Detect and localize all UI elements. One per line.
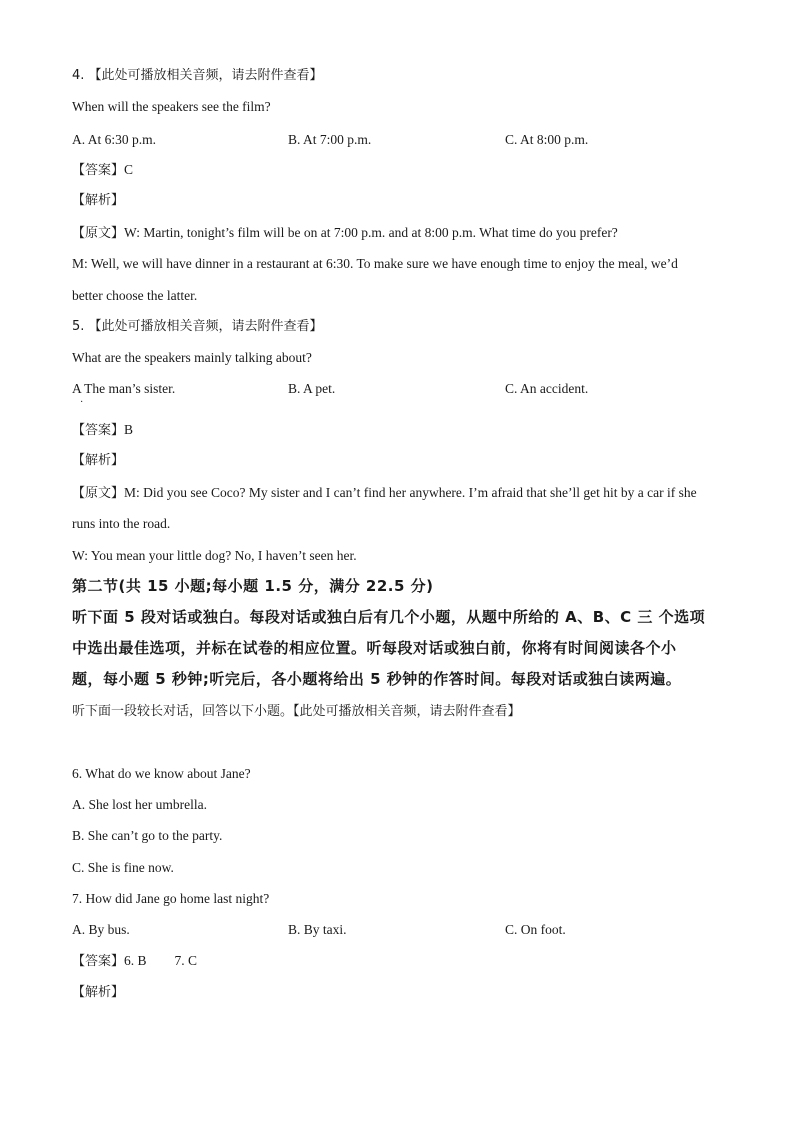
q5-header: 5. 【此处可播放相关音频，请去附件查看】 bbox=[72, 319, 323, 334]
q4-transcript-line-2: M: Well, we will have dinner in a restaurant at 6:30. To make sure we have enough time to enjoy the meal, we’d bbox=[72, 256, 678, 271]
transcript-label: 【原文】 bbox=[72, 486, 125, 501]
q5-question: What are the speakers mainly talking about? bbox=[72, 350, 312, 365]
q6-option-a: A. She lost her umbrella. bbox=[72, 797, 207, 812]
q5-answer bbox=[72, 421, 133, 440]
q7-option-c: C. On foot. bbox=[505, 922, 566, 937]
answer-6: 6. B bbox=[124, 953, 147, 968]
q4-question: When will the speakers see the film? bbox=[72, 99, 271, 114]
q5-option-b: B. A pet. bbox=[288, 381, 336, 396]
section-2-instruction-line-2: 中选出最佳选项，并标在试卷的相应位置。听每段对话或独白前，你将有时间阅读各个小 bbox=[72, 639, 677, 657]
q4-transcript-line-1 bbox=[72, 224, 618, 243]
q7-option-b: B. By taxi. bbox=[288, 922, 347, 937]
answer-label: 【答案】 bbox=[72, 163, 125, 178]
section-2-instruction-line-3: 题，每小题 5 秒钟;听完后，各小题将给出 5 秒钟的作答时间。每段对话或独白读两遍。 bbox=[72, 670, 682, 688]
section-2-instruction-line-1: 听下面 5 段对话或独白。每段对话或独白后有几个小题，从题中所给的 A、B、C 三 个选项 bbox=[72, 608, 706, 626]
q6-7-analysis-label: 【解析】 bbox=[72, 985, 125, 1000]
q4-analysis-label: 【解析】 bbox=[72, 193, 125, 208]
q5-analysis-label: 【解析】 bbox=[72, 453, 125, 468]
transcript-text: M: Did you see Coco? My sister and I can’t find her anywhere. I’m afraid that she’ll get hit by a car if she bbox=[124, 485, 697, 500]
q6-question: 6. What do we know about Jane? bbox=[72, 766, 251, 781]
q7-question: 7. How did Jane go home last night? bbox=[72, 891, 270, 906]
q6-option-c: C. She is fine now. bbox=[72, 860, 174, 875]
answer-7: 7. C bbox=[174, 953, 198, 968]
section-2-title: 第二节(共 15 小题;每小题 1.5 分，满分 22.5 分) bbox=[72, 577, 434, 595]
answer-label: 【答案】 bbox=[72, 423, 125, 438]
q4-transcript-line-3: better choose the latter. bbox=[72, 288, 198, 303]
q5-transcript-line-2: runs into the road. bbox=[72, 516, 171, 531]
stray-dot-mark: · bbox=[80, 397, 84, 408]
q5-transcript-line-1 bbox=[72, 484, 697, 503]
transcript-label: 【原文】 bbox=[72, 226, 125, 241]
listen-note: 听下面一段较长对话，回答以下小题。【此处可播放相关音频，请去附件查看】 bbox=[72, 704, 521, 719]
q5-option-c: C. An accident. bbox=[505, 381, 589, 396]
q5-option-a: A The man’s sister. bbox=[72, 381, 176, 396]
q4-header: 4. 【此处可播放相关音频，请去附件查看】 bbox=[72, 68, 323, 83]
q4-option-c: C. At 8:00 p.m. bbox=[505, 132, 589, 147]
q6-7-answer bbox=[72, 952, 197, 971]
q4-answer bbox=[72, 161, 133, 180]
transcript-text: W: Martin, tonight’s film will be on at 7:00 p.m. and at 8:00 p.m. What time do you prefer? bbox=[124, 225, 618, 240]
q7-option-a: A. By bus. bbox=[72, 922, 130, 937]
q5-transcript-line-3: W: You mean your little dog? No, I haven’t seen her. bbox=[72, 548, 357, 563]
q4-option-b: B. At 7:00 p.m. bbox=[288, 132, 372, 147]
answer-label: 【答案】 bbox=[72, 954, 125, 969]
q6-option-b: B. She can’t go to the party. bbox=[72, 828, 223, 843]
answer-value: B bbox=[124, 422, 134, 437]
q4-option-a: A. At 6:30 p.m. bbox=[72, 132, 157, 147]
answer-value: C bbox=[124, 162, 134, 177]
